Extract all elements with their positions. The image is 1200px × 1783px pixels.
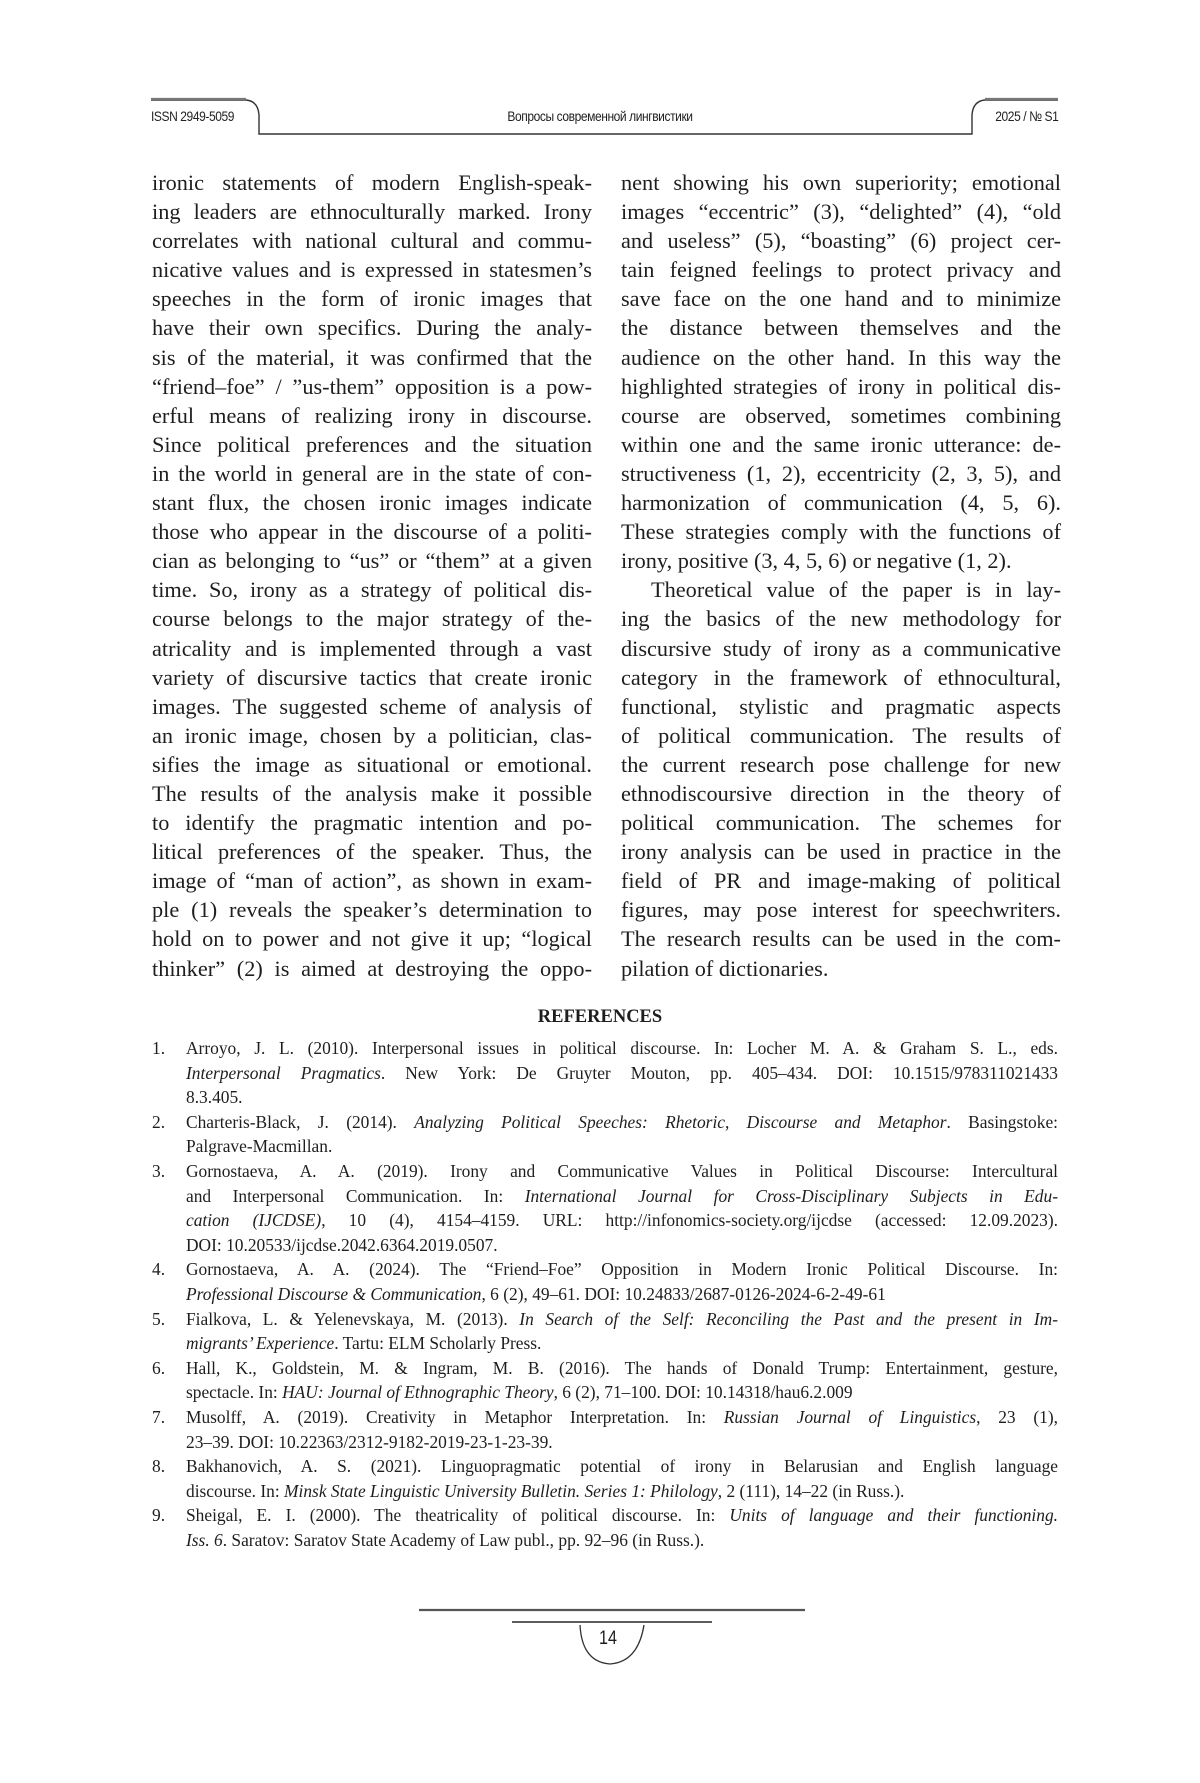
reference-text: . Basingstoke: <box>946 1112 1058 1132</box>
reference-line <box>186 1134 1058 1159</box>
reference-line <box>186 1184 1058 1209</box>
text-line: irony analysis can be used in practice in the <box>621 837 1061 866</box>
reference-line <box>186 1479 1058 1504</box>
reference-line <box>186 1110 1058 1135</box>
text-line: These strategies comply with the functions of <box>621 517 1061 546</box>
reference-number: 6. <box>152 1356 165 1381</box>
text-line: course belongs to the major strategy of the- <box>152 604 592 633</box>
text-line: ethnodiscoursive direction in the theory of <box>621 779 1061 808</box>
issue-label: 2025 / № S1 <box>995 108 1058 124</box>
text-line: time. So, irony as a strategy of political dis- <box>152 575 592 604</box>
text-line: Since political preferences and the situation <box>152 430 592 459</box>
journal-title: Вопросы современной лингвистики <box>507 108 692 124</box>
reference-item <box>152 1257 1058 1306</box>
text-line: “friend–foe” / ”us-them” opposition is a pow- <box>152 372 592 401</box>
reference-text: Sheigal, E. I. (2000). The theatricality of political discourse. In: <box>186 1505 729 1525</box>
reference-number: 7. <box>152 1405 165 1430</box>
reference-number: 9. <box>152 1503 165 1528</box>
reference-title-italic: In Search of the Self: Reconciling the Past and the present in Im- <box>519 1309 1058 1329</box>
text-line: to identify the pragmatic intention and po- <box>152 808 592 837</box>
text-line: discursive study of irony as a communicative <box>621 634 1061 663</box>
reference-title-italic: International Journal for Cross-Disciplinary Subjects in Edu- <box>525 1186 1058 1206</box>
paragraph <box>621 168 1061 575</box>
reference-line <box>186 1159 1058 1184</box>
text-line: have their own specifics. During the analy- <box>152 313 592 342</box>
reference-item <box>152 1454 1058 1503</box>
text-line: within one and the same ironic utterance: de- <box>621 430 1061 459</box>
reference-text: , 6 (2), 49–61. DOI: 10.24833/2687-0126-2024-6-2-49-61 <box>481 1284 885 1304</box>
text-line: stant flux, the chosen ironic images indicate <box>152 488 592 517</box>
text-line: ple (1) reveals the speaker’s determination to <box>152 895 592 924</box>
text-line: the distance between themselves and the <box>621 313 1061 342</box>
reference-text: 23–39. DOI: 10.22363/2312-9182-2019-23-1-23-39. <box>186 1432 553 1452</box>
reference-item <box>152 1307 1058 1356</box>
reference-line <box>186 1085 1058 1110</box>
reference-text: Charteris-Black, J. (2014). <box>186 1112 414 1132</box>
reference-item <box>152 1405 1058 1454</box>
text-line: sis of the material, it was confirmed that the <box>152 343 592 372</box>
text-line: images “eccentric” (3), “delighted” (4), “old <box>621 197 1061 226</box>
text-column-left <box>152 168 592 983</box>
reference-text: Hall, K., Goldstein, M. & Ingram, M. B. (2016). The hands of Donald Trump: Entertainment, gesture, <box>186 1358 1058 1378</box>
text-line: political communication. The schemes for <box>621 808 1061 837</box>
text-line: images. The suggested scheme of analysis of <box>152 692 592 721</box>
references-list <box>152 1036 1058 1552</box>
text-line: figures, may pose interest for speechwriters. <box>621 895 1061 924</box>
reference-line <box>186 1430 1058 1455</box>
text-line: an ironic image, chosen by a politician, clas- <box>152 721 592 750</box>
reference-text: discourse. In: <box>186 1481 284 1501</box>
text-line: pilation of dictionaries. <box>621 954 1061 983</box>
text-line: save face on the one hand and to minimize <box>621 284 1061 313</box>
reference-title-italic: Interpersonal Pragmatics <box>186 1063 381 1083</box>
page-number: 14 <box>91 1628 1125 1650</box>
text-line: in the world in general are in the state of con- <box>152 459 592 488</box>
reference-item <box>152 1503 1058 1552</box>
reference-text: Bakhanovich, A. S. (2021). Linguopragmatic potential of irony in Belarusian and English language <box>186 1456 1058 1476</box>
reference-title-italic: Russian Journal of Linguistics <box>724 1407 976 1427</box>
reference-line <box>186 1380 1058 1405</box>
text-line: irony, positive (3, 4, 5, 6) or negative (1, 2). <box>621 546 1061 575</box>
reference-text: Musolff, A. (2019). Creativity in Metaphor Interpretation. In: <box>186 1407 724 1427</box>
reference-text: Gornostaeva, A. A. (2024). The “Friend–Foe” Opposition in Modern Ironic Political Discourse. In: <box>186 1259 1058 1279</box>
reference-text: Arroyo, J. L. (2010). Interpersonal issues in political discourse. In: Locher M. A. & Graham S. L., eds. <box>186 1038 1058 1058</box>
paragraph <box>152 168 592 983</box>
text-line: variety of discursive tactics that create ironic <box>152 663 592 692</box>
text-line: litical preferences of the speaker. Thus, the <box>152 837 592 866</box>
reference-number: 2. <box>152 1110 165 1135</box>
text-line: hold on to power and not give it up; “logical <box>152 924 592 953</box>
text-line: ing the basics of the new methodology for <box>621 604 1061 633</box>
text-line: image of “man of action”, as shown in exam- <box>152 866 592 895</box>
issn-label: ISSN 2949-5059 <box>151 108 234 124</box>
text-line: correlates with national cultural and commu- <box>152 226 592 255</box>
text-line: atricality and is implemented through a vast <box>152 634 592 663</box>
reference-line <box>186 1454 1058 1479</box>
text-line: nicative values and is expressed in statesmen’s <box>152 255 592 284</box>
reference-text: Palgrave-Macmillan. <box>186 1136 332 1156</box>
text-line: nent showing his own superiority; emotional <box>621 168 1061 197</box>
text-line: field of PR and image-making of political <box>621 866 1061 895</box>
text-line: the current research pose challenge for new <box>621 750 1061 779</box>
reference-number: 8. <box>152 1454 165 1479</box>
text-line: cian as belonging to “us” or “them” at a given <box>152 546 592 575</box>
reference-line <box>186 1061 1058 1086</box>
text-line: sifies the image as situational or emotional. <box>152 750 592 779</box>
reference-line <box>186 1233 1058 1258</box>
reference-title-italic: migrants’ Experience <box>186 1333 334 1353</box>
text-line: The research results can be used in the com- <box>621 924 1061 953</box>
reference-title-italic: HAU: Journal of Ethnographic Theory <box>282 1382 553 1402</box>
reference-text: . Tartu: ELM Scholarly Press. <box>334 1333 541 1353</box>
reference-line <box>186 1036 1058 1061</box>
reference-text: . New York: De Gruyter Mouton, pp. 405–434. DOI: 10.1515/978311021433 <box>381 1063 1058 1083</box>
reference-text: , 23 (1), <box>976 1407 1058 1427</box>
reference-text: Fialkova, L. & Yelenevskaya, M. (2013). <box>186 1309 519 1329</box>
reference-item <box>152 1356 1058 1405</box>
text-line: audience on the other hand. In this way the <box>621 343 1061 372</box>
reference-number: 4. <box>152 1257 165 1282</box>
reference-text: spectacle. In: <box>186 1382 282 1402</box>
text-line: harmonization of communication (4, 5, 6). <box>621 488 1061 517</box>
reference-line <box>186 1257 1058 1282</box>
text-line: category in the framework of ethnocultural, <box>621 663 1061 692</box>
reference-text: 8.3.405. <box>186 1087 243 1107</box>
references-heading: REFERENCES <box>0 1007 1200 1028</box>
reference-text: , 10 (4), 4154–4159. URL: http://infonomics-society.org/ijcdse (accessed: 12.09.2023). <box>321 1210 1058 1230</box>
reference-line <box>186 1307 1058 1332</box>
text-line: those who appear in the discourse of a politi- <box>152 517 592 546</box>
reference-text: . Saratov: Saratov State Academy of Law publ., pp. 92–96 (in Russ.). <box>223 1530 705 1550</box>
text-line: ing leaders are ethnoculturally marked. Irony <box>152 197 592 226</box>
reference-number: 5. <box>152 1307 165 1332</box>
reference-line <box>186 1331 1058 1356</box>
text-line: speeches in the form of ironic images that <box>152 284 592 313</box>
reference-title-italic: Units of language and their functioning. <box>729 1505 1058 1525</box>
reference-text: DOI: 10.20533/ijcdse.2042.6364.2019.0507. <box>186 1235 498 1255</box>
text-line: ironic statements of modern English-speak- <box>152 168 592 197</box>
reference-number: 3. <box>152 1159 165 1184</box>
reference-text: and Interpersonal Communication. In: <box>186 1186 525 1206</box>
reference-line <box>186 1405 1058 1430</box>
reference-item <box>152 1159 1058 1257</box>
paragraph <box>621 575 1061 982</box>
reference-title-italic: Minsk State Linguistic University Bulletin. Series 1: Philology <box>284 1481 718 1501</box>
reference-text: Gornostaeva, A. A. (2019). Irony and Communicative Values in Political Discourse: Intercultural <box>186 1161 1058 1181</box>
text-line: Theoretical value of the paper is in lay- <box>621 575 1061 604</box>
text-line: course are observed, sometimes combining <box>621 401 1061 430</box>
text-line: and useless” (5), “boasting” (6) project cer- <box>621 226 1061 255</box>
reference-item <box>152 1036 1058 1110</box>
reference-line <box>186 1208 1058 1233</box>
text-column-right <box>621 168 1061 983</box>
text-line: erful means of realizing irony in discourse. <box>152 401 592 430</box>
text-line: highlighted strategies of irony in political dis- <box>621 372 1061 401</box>
text-line: structiveness (1, 2), eccentricity (2, 3, 5), and <box>621 459 1061 488</box>
reference-title-italic: Analyzing Political Speeches: Rhetoric, Discourse and Metaphor <box>414 1112 946 1132</box>
reference-title-italic: cation (IJCDSE) <box>186 1210 321 1230</box>
reference-line <box>186 1356 1058 1381</box>
reference-number: 1. <box>152 1036 165 1061</box>
reference-title-italic: Iss. 6 <box>186 1530 223 1550</box>
text-line: thinker” (2) is aimed at destroying the oppo- <box>152 954 592 983</box>
reference-line <box>186 1528 1058 1553</box>
reference-text: , 2 (111), 14–22 (in Russ.). <box>718 1481 905 1501</box>
text-line: of political communication. The results of <box>621 721 1061 750</box>
reference-line <box>186 1282 1058 1307</box>
reference-item <box>152 1110 1058 1159</box>
reference-title-italic: Professional Discourse & Communication <box>186 1284 481 1304</box>
text-line: The results of the analysis make it possible <box>152 779 592 808</box>
reference-line <box>186 1503 1058 1528</box>
text-line: functional, stylistic and pragmatic aspects <box>621 692 1061 721</box>
reference-text: , 6 (2), 71–100. DOI: 10.14318/hau6.2.009 <box>554 1382 853 1402</box>
text-line: tain feigned feelings to protect privacy and <box>621 255 1061 284</box>
